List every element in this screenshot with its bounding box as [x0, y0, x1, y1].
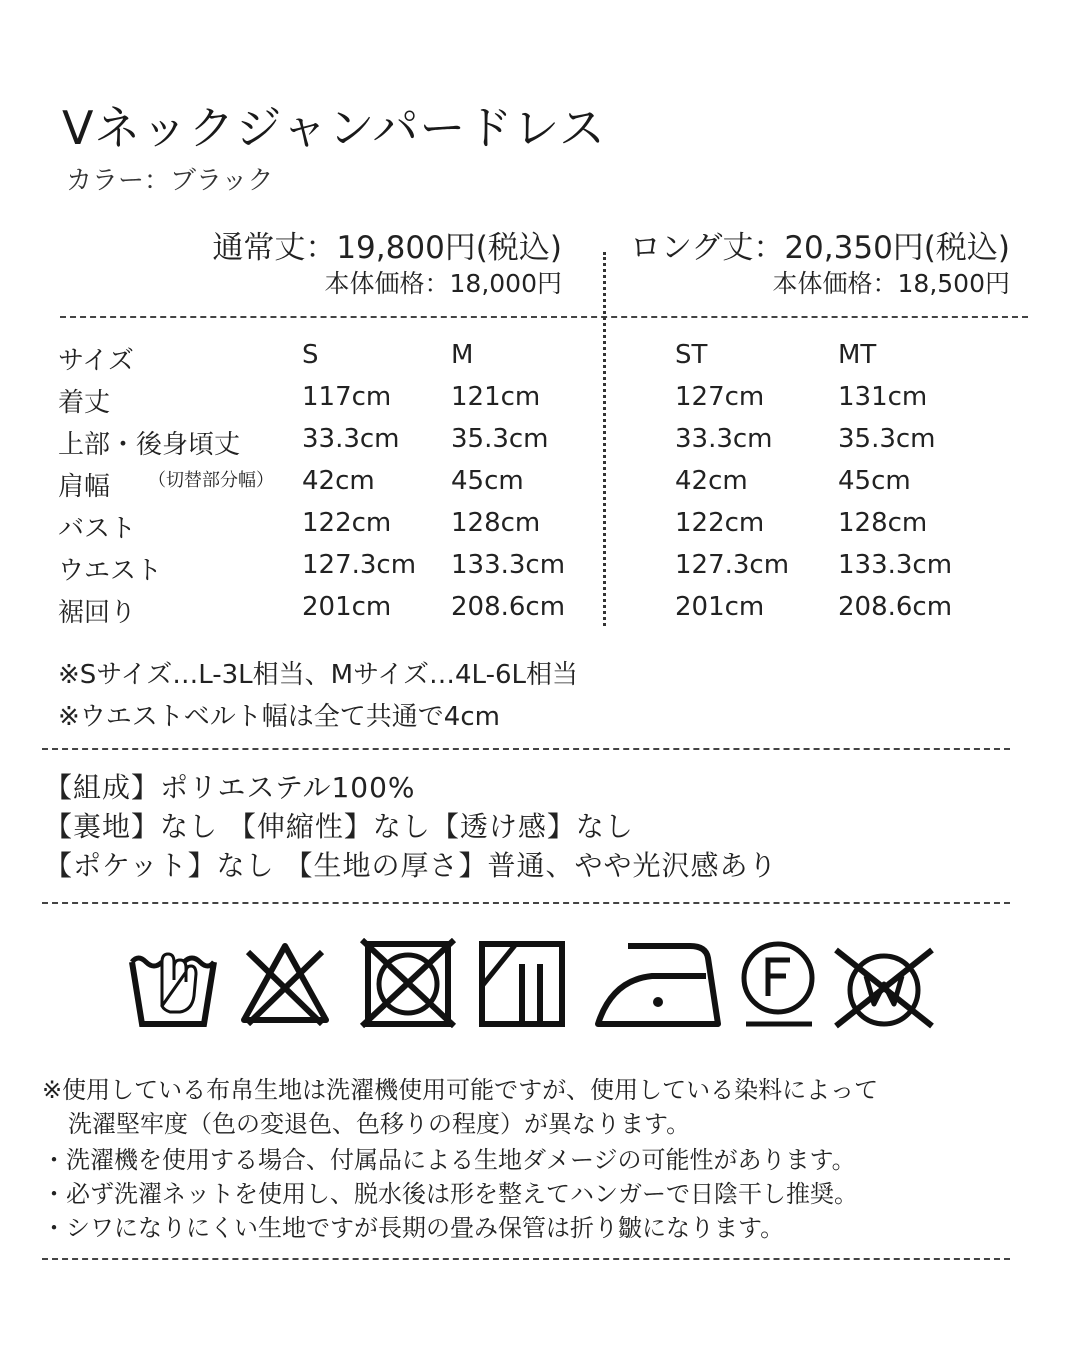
table-cell: 35.3cm [838, 424, 936, 454]
dry-clean-f-icon [738, 938, 822, 1030]
table-cell: 122cm [675, 508, 765, 538]
divider-fabric [42, 902, 1010, 904]
table-cell: 127cm [675, 382, 765, 412]
table-cell: 201cm [675, 592, 765, 622]
care-note: ・シワになりにくい生地ですが長期の畳み保管は折り皺になります。 [42, 1214, 785, 1242]
table-cell: 35.3cm [451, 424, 549, 454]
table-cell: 42cm [675, 466, 748, 496]
table-cell: 33.3cm [302, 424, 400, 454]
table-cell: 33.3cm [675, 424, 773, 454]
table-cell: 133.3cm [451, 550, 566, 580]
row-label: 上部・後身頃丈 [58, 430, 241, 460]
table-cell: 131cm [838, 382, 928, 412]
table-cell: 127.3cm [302, 550, 417, 580]
table-cell: 208.6cm [451, 592, 566, 622]
table-cell: 121cm [451, 382, 541, 412]
table-cell: 117cm [302, 382, 392, 412]
row-label: 裾回り [58, 598, 137, 628]
product-color: カラー：ブラック [66, 166, 274, 196]
drip-dry-shade-icon [476, 938, 568, 1028]
long-base-price: 本体価格：18,500円 [772, 269, 1010, 298]
row-label: ウエスト [58, 556, 163, 586]
table-cell: 127.3cm [675, 550, 790, 580]
care-note: ・必ず洗濯ネットを使用し、脱水後は形を整えてハンガーで日陰干し推奨。 [42, 1180, 858, 1208]
row-label: 着丈 [58, 388, 111, 418]
table-cell: 42cm [302, 466, 375, 496]
table-cell: 201cm [302, 592, 392, 622]
size-header-label: サイズ [58, 346, 134, 376]
table-cell: 128cm [451, 508, 541, 538]
care-note: ※使用している布帛生地は洗濯機使用可能ですが、使用している染料によって [42, 1076, 879, 1104]
no-tumble-dry-icon [360, 938, 456, 1028]
table-cell: 122cm [302, 508, 392, 538]
long-price: ロング丈：20,350円(税込) [629, 230, 1010, 266]
table-cell: 45cm [838, 466, 911, 496]
row-label: バスト [58, 514, 137, 544]
no-wet-clean-icon [832, 946, 936, 1030]
fabric-details: 【ポケット】なし 【生地の厚さ】普通、やや光沢感あり [44, 849, 778, 882]
size-note: ※Sサイズ…L-3L相当、Mサイズ…4L-6L相当 [58, 660, 578, 690]
care-note: ・洗濯機を使用する場合、付属品による生地ダメージの可能性があります。 [42, 1146, 856, 1174]
table-cell: 208.6cm [838, 592, 953, 622]
fabric-properties: 【裏地】なし 【伸縮性】なし【透け感】なし [44, 810, 634, 843]
no-bleach-icon [238, 940, 332, 1026]
divider-notes [42, 748, 1010, 750]
regular-base-price: 本体価格：18,000円 [324, 269, 562, 298]
row-note: （切替部分幅） [148, 470, 274, 491]
size-col-mt: MT [838, 340, 877, 370]
table-cell: 45cm [451, 466, 524, 496]
regular-price: 通常丈：19,800円(税込) [212, 230, 562, 266]
iron-low-icon [594, 940, 724, 1028]
table-cell: 128cm [838, 508, 928, 538]
row-label: 肩幅 [58, 472, 111, 502]
fabric-composition: 【組成】ポリエステル100% [44, 771, 416, 804]
divider-prices [60, 316, 1028, 318]
divider-bottom [42, 1258, 1010, 1260]
column-divider [603, 252, 606, 626]
care-note: 洗濯堅牢度（色の変退色、色移りの程度）が異なります。 [68, 1110, 691, 1138]
product-title: Vネックジャンパードレス [62, 101, 606, 155]
size-col-s: S [302, 340, 319, 370]
table-cell: 133.3cm [838, 550, 953, 580]
size-col-m: M [451, 340, 474, 370]
size-note: ※ウエストベルト幅は全て共通で4cm [58, 702, 500, 732]
size-col-st: ST [675, 340, 708, 370]
hand-wash-icon [128, 940, 218, 1028]
